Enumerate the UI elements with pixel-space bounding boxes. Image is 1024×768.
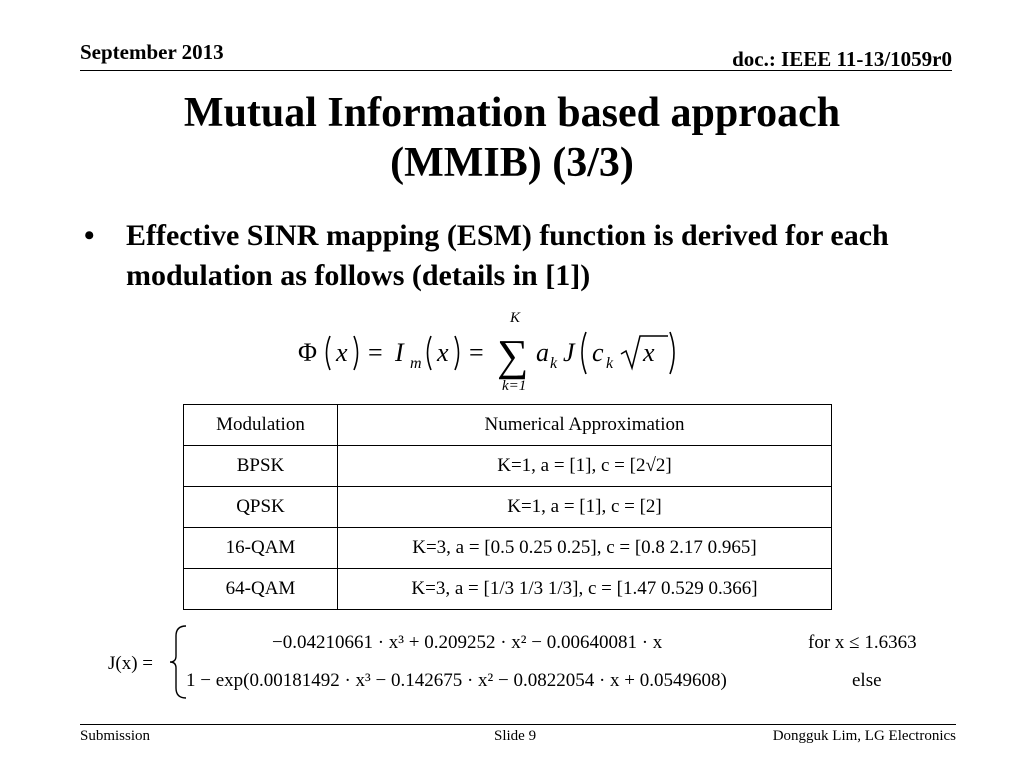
sum-lower-limit: k=1 <box>502 378 527 394</box>
j-case2-expression: 1 − exp(0.00181492 · x³ − 0.142675 · x² − 0.0822054 · x + 0.0549608) <box>186 670 727 691</box>
slide-title <box>80 88 944 188</box>
formula-c: c <box>592 338 604 367</box>
formula-phi: Φ <box>298 338 318 367</box>
sum-symbol: ∑ <box>497 331 529 380</box>
cell-approximation: K=3, a = [1/3 1/3 1/3], c = [1.47 0.529 0.366] <box>338 569 832 610</box>
cell-modulation: BPSK <box>184 446 338 487</box>
slide-title-line2: (MMIB) (3/3) <box>390 140 634 186</box>
j-case1-expression: −0.04210661 · x³ + 0.209252 · x² − 0.00640081 · x <box>272 632 663 653</box>
esm-formula <box>290 306 690 396</box>
j-case1-condition: for x ≤ 1.6363 <box>808 632 917 653</box>
formula-x2: x <box>437 338 449 367</box>
cell-approximation: K=1, a = [1], c = [2√2] <box>338 446 832 487</box>
header-doc-id: doc.: IEEE 11-13/1059r0 <box>732 47 952 71</box>
bullet-marker: • <box>84 219 95 252</box>
formula-eq1: = <box>368 338 383 367</box>
table-header-row <box>184 405 832 446</box>
header-approximation: Numerical Approximation <box>338 405 832 446</box>
j-lhs: J(x) = <box>108 653 154 674</box>
table-row <box>184 528 832 569</box>
table-row <box>184 487 832 528</box>
footer-divider <box>80 724 956 725</box>
piecewise-brace <box>170 626 186 698</box>
formula-x3: x <box>643 338 655 367</box>
bullet-text: Effective SINR mapping (ESM) function is derived for each modulation as follows (details in [1]) <box>126 219 889 292</box>
formula-x1: x <box>336 338 348 367</box>
sum-upper-limit: K <box>510 310 521 326</box>
formula-a-sub: k <box>550 355 558 372</box>
formula-c-sub: k <box>606 355 614 372</box>
cell-approximation: K=1, a = [1], c = [2] <box>338 487 832 528</box>
formula-J: J <box>563 338 575 367</box>
table-row <box>184 569 832 610</box>
footer-submission: Submission <box>80 728 151 744</box>
cell-modulation: QPSK <box>184 487 338 528</box>
header-divider <box>80 70 952 71</box>
formula-m-sub: m <box>410 355 422 372</box>
formula-I: I <box>395 338 404 367</box>
cell-approximation: K=3, a = [0.5 0.25 0.25], c = [0.8 2.17 0.965] <box>338 528 832 569</box>
slide-title-line1: Mutual Information based approach <box>183 90 841 136</box>
j-function-formula <box>100 622 950 702</box>
cell-modulation: 16-QAM <box>184 528 338 569</box>
modulation-table <box>183 404 832 610</box>
footer-author: Dongguk Lim, LG Electronics <box>772 728 956 744</box>
j-case2-condition: else <box>852 670 882 691</box>
formula-eq2: = <box>469 338 484 367</box>
cell-modulation: 64-QAM <box>184 569 338 610</box>
header-modulation: Modulation <box>184 405 338 446</box>
formula-a: a <box>536 338 549 367</box>
footer-slide-number: Slide 9 <box>494 728 537 744</box>
table-row <box>184 446 832 487</box>
header-date: September 2013 <box>80 40 224 64</box>
